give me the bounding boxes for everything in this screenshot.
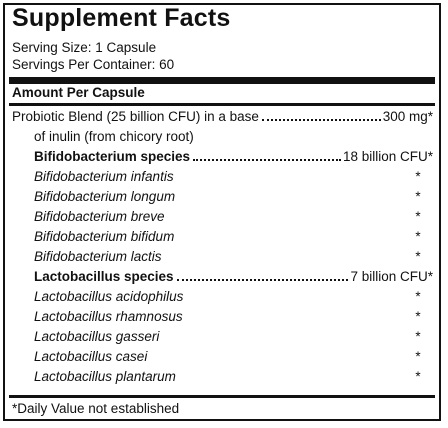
strain-dv: * <box>415 209 421 224</box>
blend-base-label: of inulin (from chicory root) <box>34 129 194 144</box>
dot-leader <box>177 279 349 281</box>
lacto-label: Lactobacillus species <box>34 269 174 284</box>
strain-row <box>12 369 433 389</box>
supplement-facts-panel <box>3 3 441 421</box>
strain-name: Bifidobacterium longum <box>34 189 176 204</box>
strain-dv: * <box>415 309 421 324</box>
probiotic-blend-row <box>12 109 433 129</box>
strain-dv: * <box>415 229 421 244</box>
bifido-label: Bifidobacterium species <box>34 149 191 164</box>
bifido-amount: 18 billion CFU* <box>342 149 433 164</box>
strain-dv: * <box>415 169 421 184</box>
strain-dv: * <box>415 369 421 384</box>
dot-leader <box>193 159 341 161</box>
strain-row <box>12 309 433 329</box>
strain-name: Bifidobacterium lactis <box>34 249 162 264</box>
divider-thick <box>9 77 435 84</box>
lactobacillus-species-row <box>12 269 433 289</box>
strain-row <box>12 209 433 229</box>
dot-leader <box>262 119 381 121</box>
strain-name: Lactobacillus rhamnosus <box>34 309 183 324</box>
strain-dv: * <box>415 329 421 344</box>
strain-name: Bifidobacterium bifidum <box>34 229 175 244</box>
strain-row <box>12 169 433 189</box>
strain-dv: * <box>415 289 421 304</box>
strain-name: Bifidobacterium breve <box>34 209 165 224</box>
footnote: *Daily Value not established <box>12 401 180 416</box>
lacto-amount: 7 billion CFU* <box>350 269 433 284</box>
blend-label: Probiotic Blend (25 billion CFU) in a base <box>12 109 259 124</box>
bifidobacterium-species-row <box>12 149 433 169</box>
strain-dv: * <box>415 249 421 264</box>
divider-bottom <box>9 395 435 398</box>
servings-per-container: Servings Per Container: 60 <box>12 57 175 72</box>
panel-title: Supplement Facts <box>12 4 231 32</box>
strain-row <box>12 249 433 269</box>
strain-dv: * <box>415 349 421 364</box>
strain-name: Bifidobacterium infantis <box>34 169 174 184</box>
amount-per-capsule-header: Amount Per Capsule <box>12 85 145 100</box>
strain-row <box>12 289 433 309</box>
strain-row <box>12 189 433 209</box>
probiotic-blend-row-continued <box>12 129 433 149</box>
strain-name: Lactobacillus acidophilus <box>34 289 184 304</box>
blend-amount: 300 mg* <box>382 109 433 124</box>
strain-name: Lactobacillus plantarum <box>34 369 176 384</box>
strain-row <box>12 229 433 249</box>
strain-name: Lactobacillus casei <box>34 349 148 364</box>
strain-row <box>12 329 433 349</box>
strain-name: Lactobacillus gasseri <box>34 329 160 344</box>
strain-row <box>12 349 433 369</box>
strain-dv: * <box>415 189 421 204</box>
serving-size: Serving Size: 1 Capsule <box>12 40 157 55</box>
divider-medium <box>9 103 435 106</box>
